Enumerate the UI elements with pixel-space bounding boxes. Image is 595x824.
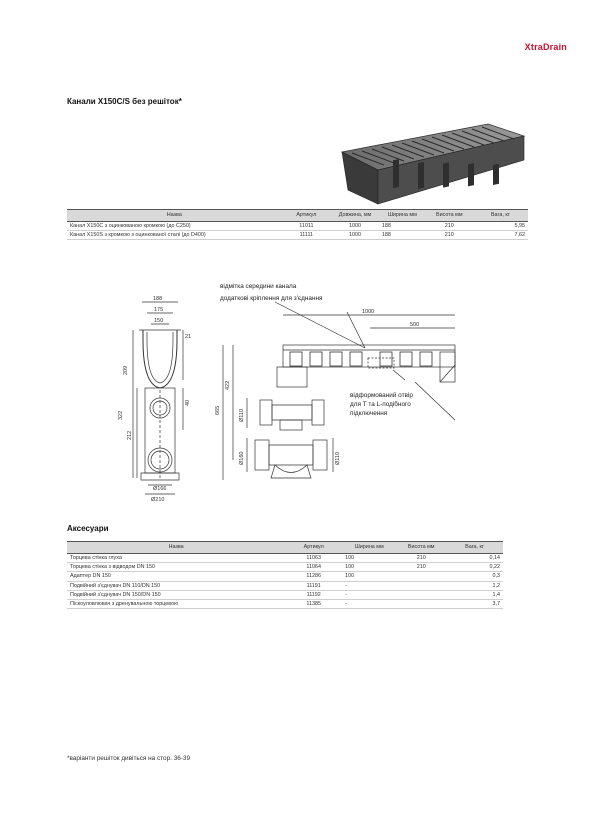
cell-length: 1000 (331, 231, 379, 240)
acc-cell-name: Торцева стінка глуха (67, 554, 285, 563)
acc-cell-name: Адаптер DN 150 (67, 572, 285, 581)
acc-cell-article: 11063 (285, 554, 342, 563)
cell-weight: 7,62 (473, 231, 528, 240)
col-header-article: Артикул (282, 210, 332, 222)
brand-logo: XtraDrain (524, 42, 567, 52)
acc-cell-width: 100 (342, 563, 396, 572)
acc-cell-name: Піскоуловлювач з дренувальною торцевою (67, 600, 285, 609)
acc-cell-article: 11064 (285, 563, 342, 572)
dim-1000: 1000 (362, 309, 375, 315)
dim-322: 322 (118, 410, 124, 420)
cell-width: 188 (379, 222, 426, 231)
dim-500: 500 (410, 322, 420, 328)
col-header-length: Довжина, мм (331, 210, 379, 222)
cell-height: 210 (426, 231, 473, 240)
acc-col-header-weight: Вага, кг (446, 542, 503, 554)
col-header-weight: Вага, кг (473, 210, 528, 222)
acc-cell-weight: 0,3 (446, 572, 503, 581)
acc-col-header-name: Назва (67, 542, 285, 554)
acc-cell-article: 11191 (285, 581, 342, 590)
acc-cell-width: - (342, 600, 396, 609)
acc-cell-width: - (342, 590, 396, 599)
dim-21: 21 (185, 334, 192, 340)
dim-dia160: Ø160 (239, 451, 245, 465)
acc-cell-article: 11385 (285, 600, 342, 609)
dim-dia210: Ø210 (151, 497, 165, 503)
channel-product-image (338, 120, 528, 208)
note-channel-middle: відмітка середини канала (220, 283, 297, 290)
cell-article: 11011 (282, 222, 332, 231)
dim-dia110b: Ø110 (335, 451, 341, 465)
dim-150: 150 (154, 318, 164, 324)
dim-209: 209 (123, 365, 129, 375)
table-row (67, 563, 503, 572)
acc-cell-width: - (342, 581, 396, 590)
acc-cell-weight: 3,7 (446, 600, 503, 609)
acc-cell-weight: 0,22 (446, 563, 503, 572)
cell-weight: 5,95 (473, 222, 528, 231)
acc-cell-weight: 1,2 (446, 581, 503, 590)
table-row (67, 600, 503, 609)
note-extra-fixing: додаткові кріплення для з'єднання (220, 295, 323, 302)
dim-188: 188 (153, 296, 163, 302)
cell-length: 1000 (331, 222, 379, 231)
cell-width: 188 (379, 231, 426, 240)
cell-height: 210 (426, 222, 473, 231)
table-row (67, 554, 503, 563)
cell-name: Канал X150C з оцинкованою кромкою (до C250) (67, 222, 282, 231)
acc-cell-width: 100 (342, 572, 396, 581)
note-knockout-1: відформований отвір (350, 392, 413, 399)
footnote: *варіанти решіток дивіться на стор. 36-39 (67, 755, 191, 762)
channels-table (67, 209, 528, 240)
table-row (67, 572, 503, 581)
acc-col-header-width: Ширина мм (342, 542, 396, 554)
dim-dia166: Ø166 (153, 486, 167, 492)
table-row (67, 231, 528, 240)
dim-665: 665 (215, 405, 221, 415)
acc-cell-height: 210 (396, 554, 446, 563)
col-header-width: Ширина мм (379, 210, 426, 222)
acc-cell-height: 210 (396, 563, 446, 572)
acc-col-header-height: Висота мм (396, 542, 446, 554)
acc-cell-name: Подвійний з'єднувач DN 150/DN 150 (67, 590, 285, 599)
acc-cell-name: Торцева стінка з відводом DN 150 (67, 563, 285, 572)
dim-212: 212 (127, 430, 133, 440)
dim-175: 175 (154, 307, 164, 313)
acc-cell-height (396, 581, 446, 590)
table-row (67, 222, 528, 231)
acc-cell-height (396, 572, 446, 581)
dim-dia110: Ø110 (239, 408, 245, 422)
cell-article: 11111 (282, 231, 332, 240)
acc-cell-weight: 0,14 (446, 554, 503, 563)
table-row (67, 581, 503, 590)
acc-cell-article: 11192 (285, 590, 342, 599)
col-header-name: Назва (67, 210, 282, 222)
note-knockout-3: підключення (350, 410, 388, 417)
channels-title: Канали X150C/S без решіток* (67, 97, 182, 106)
acc-cell-width: 100 (342, 554, 396, 563)
acc-cell-article: 11286 (285, 572, 342, 581)
accessories-table (67, 541, 503, 609)
table-row (67, 590, 503, 599)
accessories-title: Аксесуари (67, 524, 109, 533)
acc-cell-name: Подвійний з'єднувач DN 110/DN 150 (67, 581, 285, 590)
cross-section-view (133, 302, 183, 494)
acc-cell-height (396, 600, 446, 609)
acc-cell-weight: 1,4 (446, 590, 503, 599)
acc-col-header-article: Артикул (285, 542, 342, 554)
dim-422: 422 (225, 380, 231, 390)
col-header-height: Висота мм (426, 210, 473, 222)
dim-40: 40 (185, 399, 191, 406)
acc-cell-height (396, 590, 446, 599)
cell-name: Канал X150S з кромкою з оцинкованої сталі (до D400) (67, 231, 282, 240)
note-knockout-2: для Т та L-подібного (350, 401, 411, 408)
technical-drawing (115, 280, 495, 505)
